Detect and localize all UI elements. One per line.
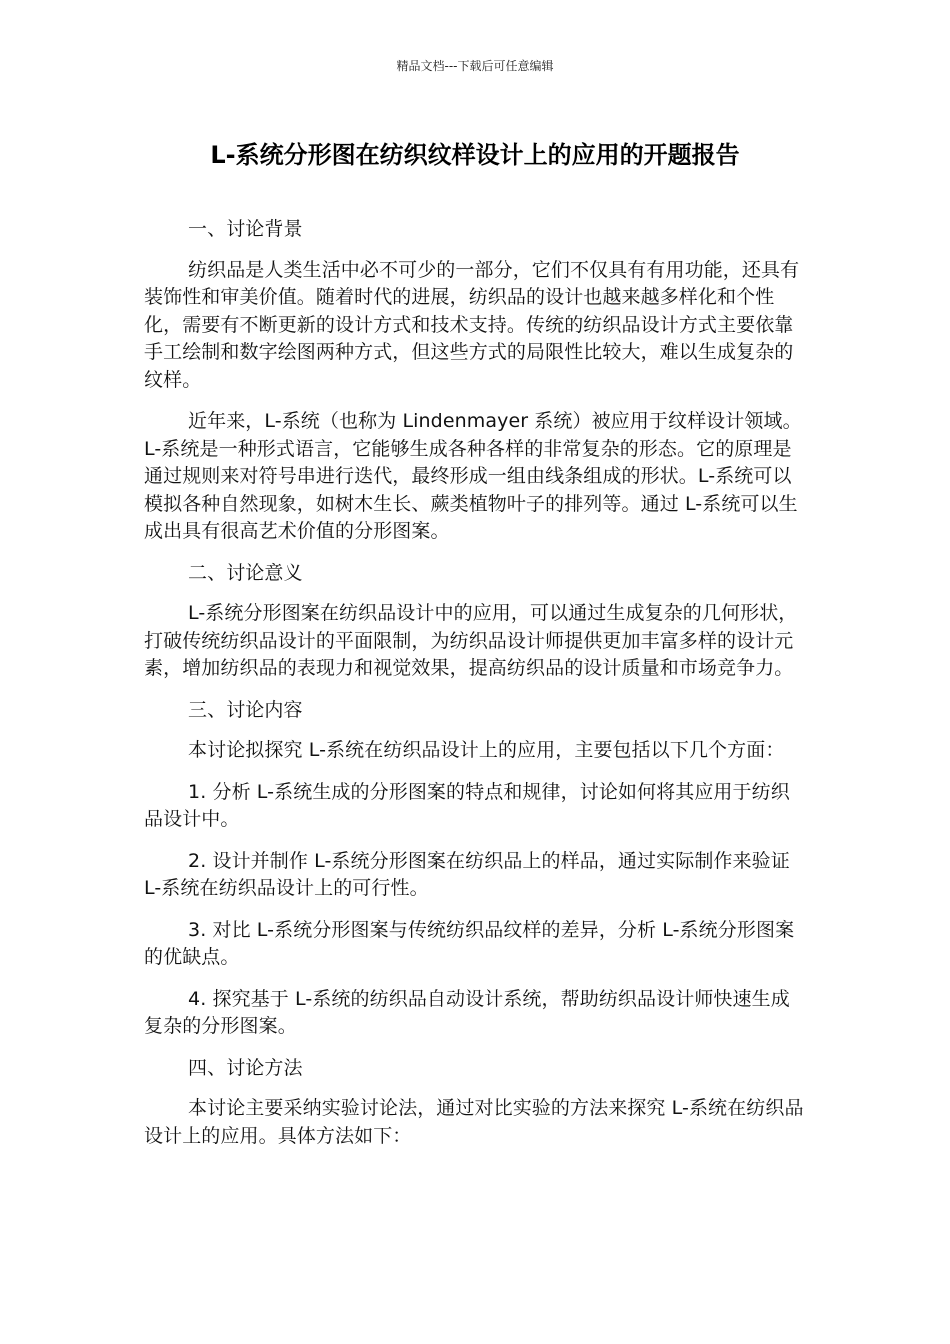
section-heading-content: 三、讨论内容	[188, 698, 303, 721]
list-item: 2. 设计并制作 L-系统分形图案在纺织品上的样品，通过实际制作来验证 L-系统在纺织品设计上的可行性。	[144, 849, 790, 899]
section-heading-method: 四、讨论方法	[188, 1056, 303, 1079]
body-paragraph: 近年来，L-系统（也称为 Lindenmayer 系统）被应用于纹样设计领域。L-系统是一种形式语言，它能够生成各种各样的非常复杂的形态。它的原理是通过规则来对符号串进行迭代，最终形成一组由线条组成的形状。L-系统可以模拟各种自然现象，如树木生长、蕨类植物叶子的排列等。通过 L-系统可以生成出具有很高艺术价值的分形图案。	[144, 410, 802, 542]
body-paragraph: 本讨论拟探究 L-系统在纺织品设计上的应用，主要包括以下几个方面：	[188, 739, 785, 761]
document-title: L-系统分形图在纺织纹样设计上的应用的开题报告	[210, 141, 740, 169]
list-item: 1. 分析 L-系统生成的分形图案的特点和规律，讨论如何将其应用于纺织品设计中。	[144, 780, 790, 830]
document-body	[144, 216, 806, 1164]
body-paragraph: 纺织品是人类生活中必不可少的一部分，它们不仅具有有用功能，还具有装饰性和审美价值。随着时代的进展，纺织品的设计也越来越多样化和个性化，需要有不断更新的设计方式和技术支持。传统的纺织品设计方式主要依靠手工绘制和数字绘图两种方式，但这些方式的局限性比较大，难以生成复杂的纹样。	[144, 258, 800, 391]
body-paragraph: 本讨论主要采纳实验讨论法，通过对比实验的方法来探究 L-系统在纺织品设计上的应用。具体方法如下：	[144, 1097, 804, 1147]
page-header-note: 精品文档---下载后可任意编辑	[396, 59, 554, 73]
section-heading-significance: 二、讨论意义	[188, 561, 303, 584]
list-item: 3. 对比 L-系统分形图案与传统纺织品纹样的差异，分析 L-系统分形图案的优缺点。	[144, 918, 795, 968]
section-heading-background: 一、讨论背景	[188, 218, 303, 240]
body-paragraph: L-系统分形图案在纺织品设计中的应用，可以通过生成复杂的几何形状，打破传统纺织品设计的平面限制，为纺织品设计师提供更加丰富多样的设计元素，增加纺织品的表现力和视觉效果，提高纺织品的设计质量和市场竞争力。	[144, 602, 798, 679]
list-item: 4. 探究基于 L-系统的纺织品自动设计系统，帮助纺织品设计师快速生成复杂的分形图案。	[144, 987, 790, 1037]
